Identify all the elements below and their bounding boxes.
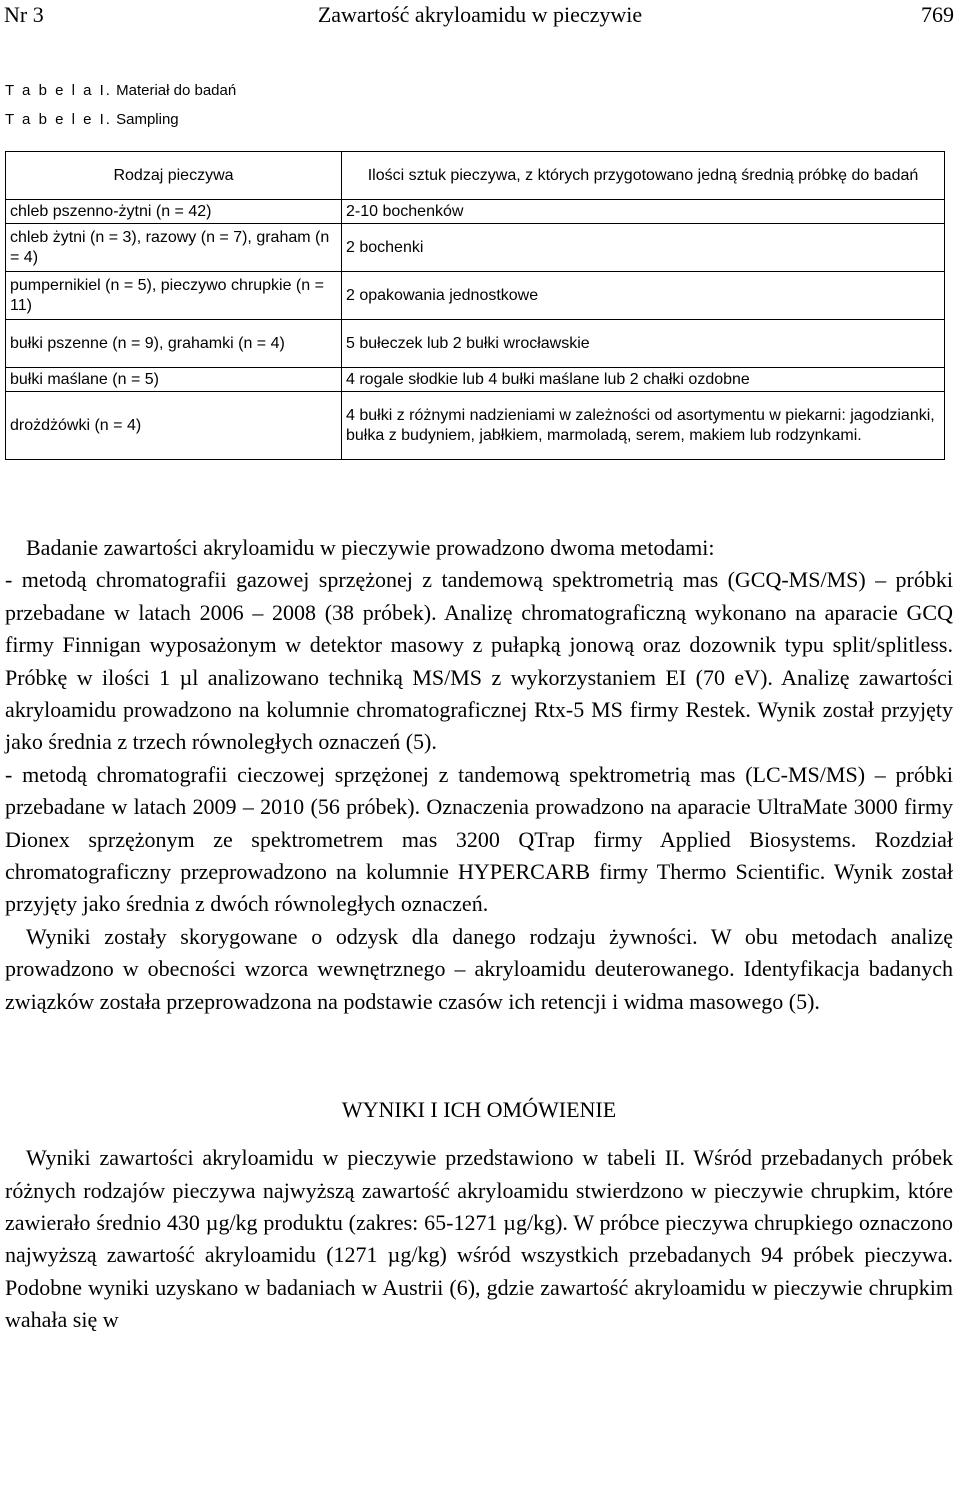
section-heading: WYNIKI I ICH OMÓWIENIE	[341, 1097, 617, 1123]
table-header-row	[6, 152, 945, 200]
article-body	[5, 532, 953, 1337]
table-row	[6, 392, 945, 460]
table-caption-en-label: T a b e l e I.	[5, 111, 112, 128]
bread-type-cell: chleb żytni (n = 3), razowy (n = 7), graham (n = 4)	[6, 224, 342, 272]
journal-issue: Nr 3	[4, 2, 44, 27]
bread-type-cell: chleb pszenno-żytni (n = 42)	[6, 200, 342, 224]
amount-cell: 5 bułeczek lub 2 bułki wrocławskie	[342, 320, 945, 368]
table-row	[6, 200, 945, 224]
table-row	[6, 224, 945, 272]
table-caption-pl-text: Materiał do badań	[116, 82, 237, 99]
body-paragraph: Wyniki zawartości akryloamidu w pieczywie przedstawiono w tabeli II. Wśród przebadanych próbek różnych rodzajów pieczywa najwyższą zawartość akryloamidu stwierdzono w pieczywie chrupkim, które zawierało średnio 430 µg/kg produktu (zakres: 65-1271 µg/kg). W próbce pieczywa chrupkiego oznaczono najwyższą zawartość akryloamidu (1271 µg/kg) wśród wszystkich przebadanych 94 próbek pieczywa. Podobne wyniki uzyskano w badaniach w Austrii (6), gdzie zawartość akryloamidu w pieczywie chrupkim wahała się w	[5, 1145, 953, 1333]
amount-cell: 4 rogale słodkie lub 4 bułki maślane lub 2 chałki ozdobne	[342, 368, 945, 392]
running-header	[0, 2, 960, 30]
bread-type-cell: bułki pszenne (n = 9), grahamki (n = 4)	[6, 320, 342, 368]
body-paragraph: - metodą chromatografii cieczowej sprzężonej z tandemową spektrometrią mas (LC-MS/MS) – próbki przebadane w latach 2009 – 2010 (56 próbek). Oznaczenia prowadzono na aparacie UltraMate 3000 firmy Dionex sprzężonym ze spektrometrem mas 3200 QTrap firmy Applied Biosystems. Rozdział chromatograficzny przeprowadzono na kolumnie HYPERCARB firmy Thermo Scientific. Wynik został przyjęty jako średnia z dwóch równoległych oznaczeń.	[5, 761, 953, 917]
amount-cell: 2 bochenki	[342, 224, 945, 272]
bread-type-cell: pumpernikiel (n = 5), pieczywo chrupkie (n = 11)	[6, 272, 342, 320]
table-caption-pl	[5, 82, 236, 99]
sampling-table	[5, 151, 945, 460]
body-paragraph: Wyniki zostały skorygowane o odzysk dla danego rodzaju żywności. W obu metodach analizę prowadzono w obecności wzorca wewnętrznego – akryloamidu deuterowanego. Identyfikacja badanych związków została przeprowadzona na podstawie czasów ich retencji i widma masowego (5).	[5, 923, 953, 1014]
table-caption-pl-label: T a b e l a I.	[5, 82, 112, 99]
column-header-sample-size: Ilości sztuk pieczywa, z których przygotowano jedną średnią próbkę do badań	[342, 152, 945, 200]
amount-cell: 2-10 bochenków	[342, 200, 945, 224]
body-paragraph: Badanie zawartości akryloamidu w pieczywie prowadzono dwoma metodami:	[26, 535, 715, 560]
column-header-bread-type: Rodzaj pieczywa	[6, 152, 342, 200]
table-caption-en	[5, 111, 179, 128]
running-title: Zawartość akryloamidu w pieczywie	[317, 2, 643, 27]
table-row	[6, 368, 945, 392]
table-caption-en-text: Sampling	[116, 111, 179, 128]
page-number: 769	[921, 2, 954, 27]
amount-cell: 2 opakowania jednostkowe	[342, 272, 945, 320]
body-paragraph: - metodą chromatografii gazowej sprzężonej z tandemową spektrometrią mas (GCQ-MS/MS) – próbki przebadane w latach 2006 – 2008 (38 próbek). Analizę chromatograficzną wykonano na aparacie GCQ firmy Finnigan wyposażonym w detektor masowy z pułapką jonową oraz dozownik typu split/splitless. Próbkę w ilości 1 µl analizowano techniką MS/MS z wykorzystaniem EI (70 eV). Analizę zawartości akryloamidu prowadzono na kolumnie chromatograficznej Rtx-5 MS firmy Restek. Wynik został przyjęty jako średnia z trzech równoległych oznaczeń (5).	[5, 567, 953, 755]
table-row	[6, 272, 945, 320]
amount-cell: 4 bułki z różnymi nadzieniami w zależności od asortymentu w piekarni: jagodzianki, bułka z budyniem, jabłkiem, marmoladą, serem, makiem lub rodzynkami.	[342, 392, 945, 460]
bread-type-cell: bułki maślane (n = 5)	[6, 368, 342, 392]
bread-type-cell: drożdżówki (n = 4)	[6, 392, 342, 460]
table-row	[6, 320, 945, 368]
